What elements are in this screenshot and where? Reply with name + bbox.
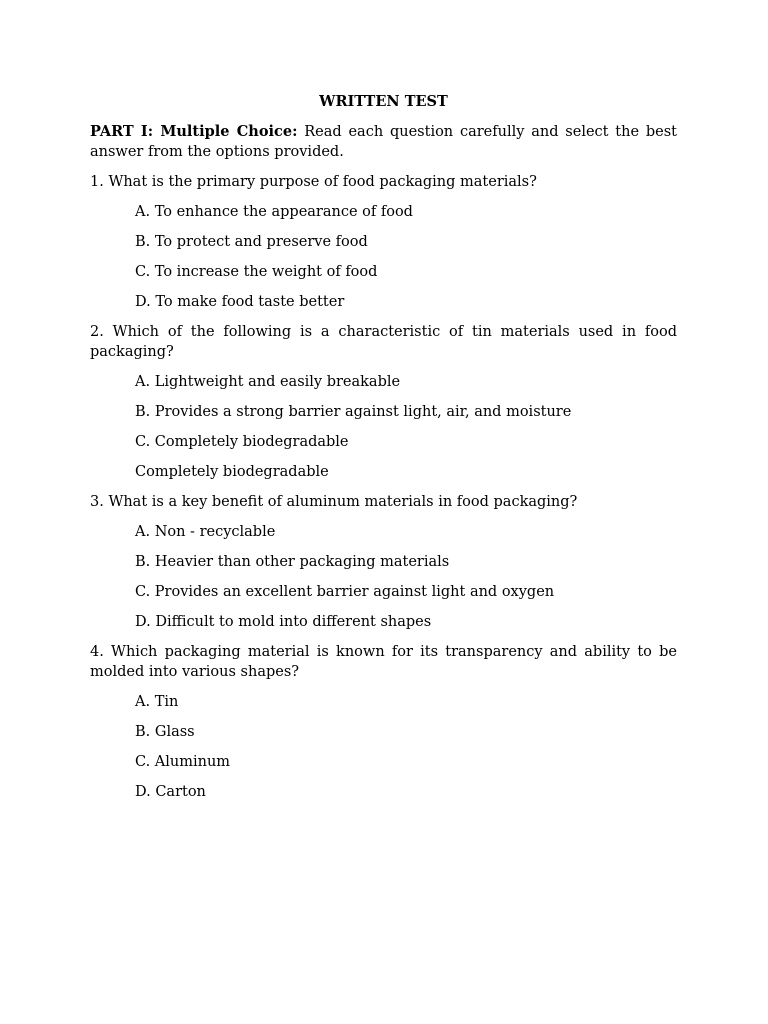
answer-option: A. To enhance the appearance of food (135, 204, 413, 220)
answer-option: D. Carton (135, 784, 206, 800)
question-2 (90, 322, 677, 482)
answer-option: A. Tin (135, 694, 179, 710)
question-text: 3. What is a key benefit of aluminum materials in food packaging? (90, 494, 578, 510)
test-page (90, 92, 677, 812)
answer-option: B. Glass (135, 724, 195, 740)
question-4 (90, 642, 677, 802)
instructions-text: Read each question carefully and select the best answer from the options provided. (90, 124, 677, 160)
answer-option: A. Non - recyclable (135, 524, 276, 540)
question-3 (90, 492, 677, 632)
answer-option: C. To increase the weight of food (135, 264, 378, 280)
question-1 (90, 172, 677, 312)
instructions (90, 122, 677, 162)
answer-option: Completely biodegradable (135, 464, 329, 480)
answer-option: B. Provides a strong barrier against light, air, and moisture (135, 404, 572, 420)
answer-option: C. Provides an excellent barrier against light and oxygen (135, 584, 555, 600)
question-text: 2. Which of the following is a characteristic of tin materials used in food packaging? (90, 324, 677, 360)
answer-option: A. Lightweight and easily breakable (135, 374, 401, 390)
answer-option: C. Aluminum (135, 754, 231, 770)
answer-option: B. To protect and preserve food (135, 234, 368, 250)
question-text: 4. Which packaging material is known for its transparency and ability to be molded into various shapes? (90, 644, 677, 680)
question-text: 1. What is the primary purpose of food packaging materials? (90, 174, 537, 190)
answer-option: D. To make food taste better (135, 294, 345, 310)
answer-option: B. Heavier than other packaging materials (135, 554, 450, 570)
answer-option: D. Difficult to mold into different shapes (135, 614, 432, 630)
page-title: WRITTEN TEST (319, 93, 448, 110)
instructions-label: PART I: Multiple Choice: (90, 123, 298, 140)
answer-option: C. Completely biodegradable (135, 434, 349, 450)
